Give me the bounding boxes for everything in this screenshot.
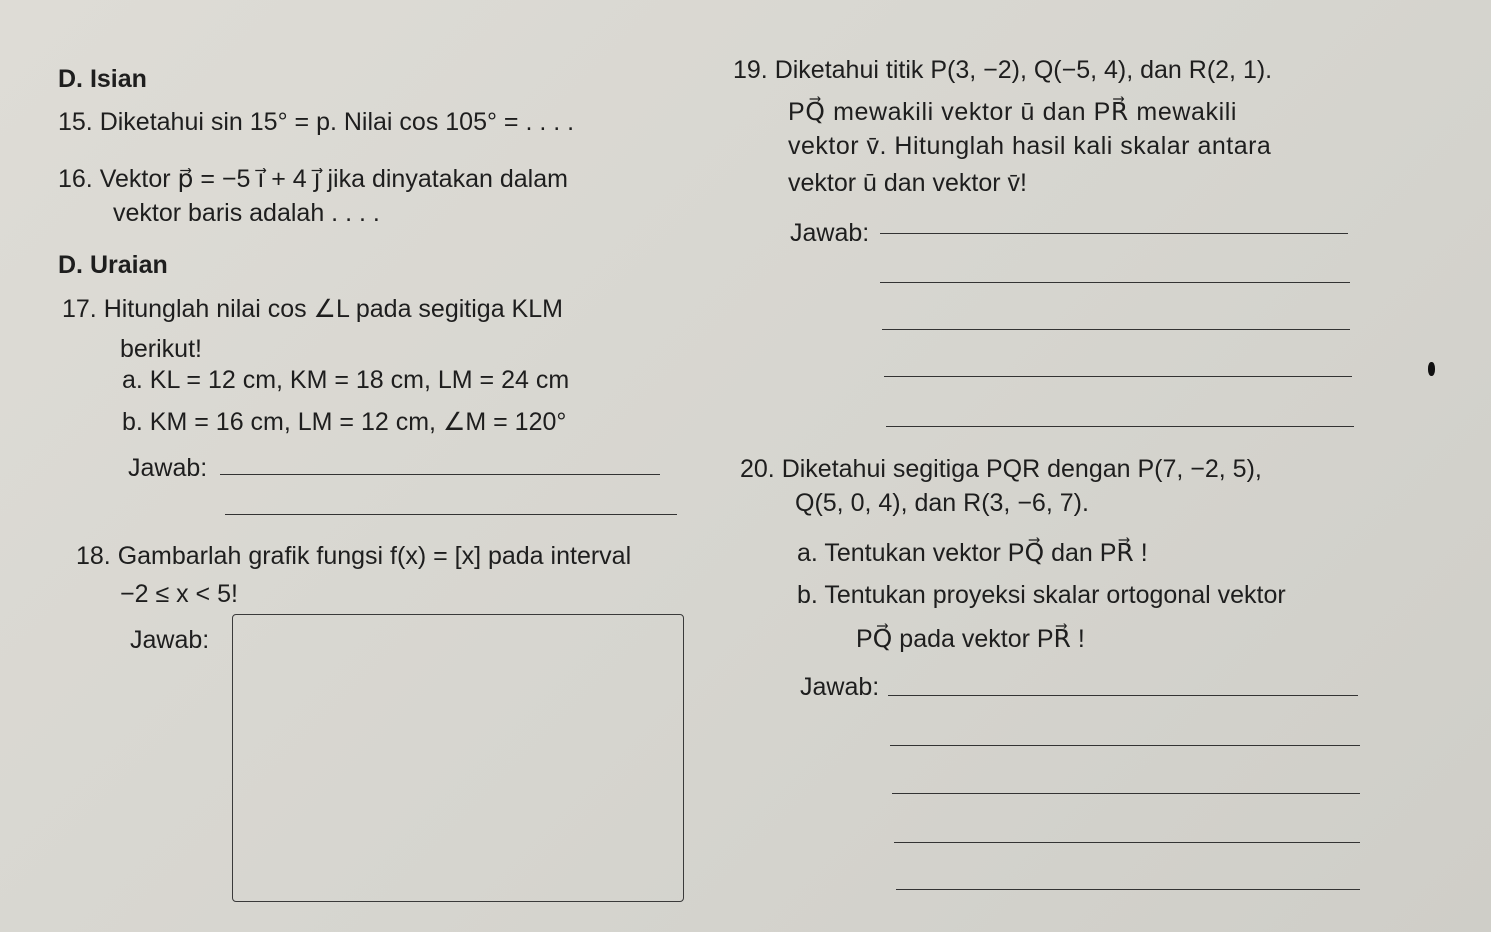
question-20-answer-line-5 — [896, 889, 1360, 890]
question-20-answer-line-2 — [890, 745, 1360, 746]
question-20-part-b-line-1: b. Tentukan proyeksi skalar ortogonal vektor — [797, 581, 1286, 609]
question-19-answer-line-4 — [884, 376, 1352, 377]
question-19-answer-line-2 — [880, 282, 1350, 283]
question-20-line-1: 20. Diketahui segitiga PQR dengan P(7, −2, 5), — [740, 455, 1262, 483]
question-17-answer-line-1 — [220, 474, 660, 475]
question-19-answer-label: Jawab: — [790, 219, 870, 247]
question-19-answer-line-1 — [880, 233, 1348, 234]
question-20-answer-line-3 — [892, 793, 1360, 794]
question-16-line-2: vektor baris adalah . . . . — [113, 199, 380, 227]
question-20-answer-label: Jawab: — [800, 673, 880, 701]
question-19-line-2: PQ⃗ mewakili vektor ū dan PR⃗ mewakili — [788, 98, 1238, 126]
question-17-answer-label: Jawab: — [128, 454, 208, 482]
question-16-line-1: 16. Vektor p⃗ = −5 i⃗ + 4 j⃗ jika dinyatakan dalam — [58, 165, 568, 193]
ink-dot — [1428, 362, 1435, 376]
question-17-answer-line-2 — [225, 514, 677, 515]
question-17-part-b: b. KM = 16 cm, LM = 12 cm, ∠M = 120° — [122, 408, 567, 436]
question-19-answer-line-3 — [882, 329, 1350, 330]
question-20-part-a: a. Tentukan vektor PQ⃗ dan PR⃗ ! — [797, 539, 1148, 567]
question-19-line-4: vektor ū dan vektor v̄! — [788, 169, 1028, 197]
question-20-answer-line-4 — [894, 842, 1360, 843]
question-18-line-1: 18. Gambarlah grafik fungsi f(x) = [x] pada interval — [76, 542, 632, 570]
question-17-part-a: a. KL = 12 cm, KM = 18 cm, LM = 24 cm — [122, 366, 570, 394]
question-20-part-b-line-2: PQ⃗ pada vektor PR⃗ ! — [856, 625, 1085, 653]
question-17-line-2: berikut! — [120, 335, 202, 363]
graph-answer-box — [232, 614, 684, 902]
question-19-line-1: 19. Diketahui titik P(3, −2), Q(−5, 4), dan R(2, 1). — [733, 56, 1273, 84]
section-heading-isian: D. Isian — [58, 65, 147, 93]
section-heading-uraian: D. Uraian — [58, 251, 168, 279]
question-20-line-2: Q(5, 0, 4), dan R(3, −6, 7). — [795, 489, 1089, 517]
question-19-line-3: vektor v̄. Hitunglah hasil kali skalar antara — [788, 132, 1272, 160]
question-18-answer-label: Jawab: — [130, 626, 210, 654]
question-20-answer-line-1 — [888, 695, 1358, 696]
question-17-line-1: 17. Hitunglah nilai cos ∠L pada segitiga KLM — [62, 295, 563, 323]
question-19-answer-line-5 — [886, 426, 1354, 427]
question-18-line-2: −2 ≤ x < 5! — [120, 580, 238, 608]
question-15: 15. Diketahui sin 15° = p. Nilai cos 105° = . . . . — [58, 108, 575, 136]
